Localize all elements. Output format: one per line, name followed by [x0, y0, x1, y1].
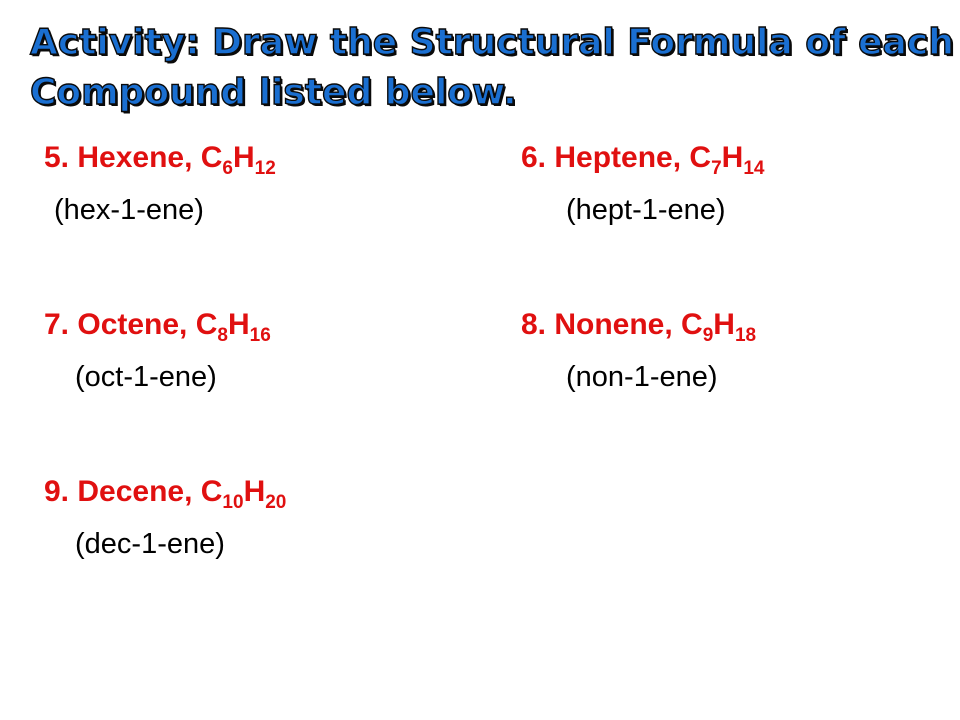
hydrogen-count: 20: [265, 492, 287, 513]
carbon-count: 8: [217, 325, 228, 346]
hydrogen-count: 18: [734, 325, 757, 346]
compound-octene: [44, 307, 271, 395]
carbon-count: 9: [702, 325, 714, 346]
compound-name: 6. Heptene, $C_7H_{14}$: [521, 141, 765, 179]
compound-decene: [44, 474, 286, 562]
compound-nonene: [521, 307, 756, 395]
compound-name: 9. Decene, $C_{10}H_{20}$: [44, 475, 287, 513]
carbon-count: 6: [222, 158, 233, 179]
page-title: [30, 18, 955, 118]
iupac-name: (non-1-ene): [566, 361, 718, 393]
hydrogen-count: 14: [743, 158, 765, 179]
carbon-count: 10: [222, 492, 244, 513]
hydrogen-count: 12: [254, 158, 276, 179]
iupac-name: (oct-1-ene): [75, 361, 217, 393]
iupac-name: (hex-1-ene): [54, 194, 204, 226]
hydrogen-count: 16: [249, 325, 271, 346]
iupac-name: (hept-1-ene): [566, 194, 726, 226]
compound-name: 5. Hexene, $C_6H_{12}$: [44, 141, 276, 179]
title-line-1: Activity: Draw the Structural Formula of each: [30, 22, 954, 63]
compound-heptene: [521, 140, 764, 228]
title-line-2: Compound listed below.: [30, 72, 517, 113]
carbon-count: 7: [711, 158, 722, 179]
compound-hexene: [44, 140, 276, 228]
iupac-name: (dec-1-ene): [75, 528, 225, 560]
compound-name: 8. Nonene, $C_9H_{18}$: [521, 308, 757, 346]
compound-name: 7. Octene, $C_8H_{16}$: [44, 308, 271, 346]
